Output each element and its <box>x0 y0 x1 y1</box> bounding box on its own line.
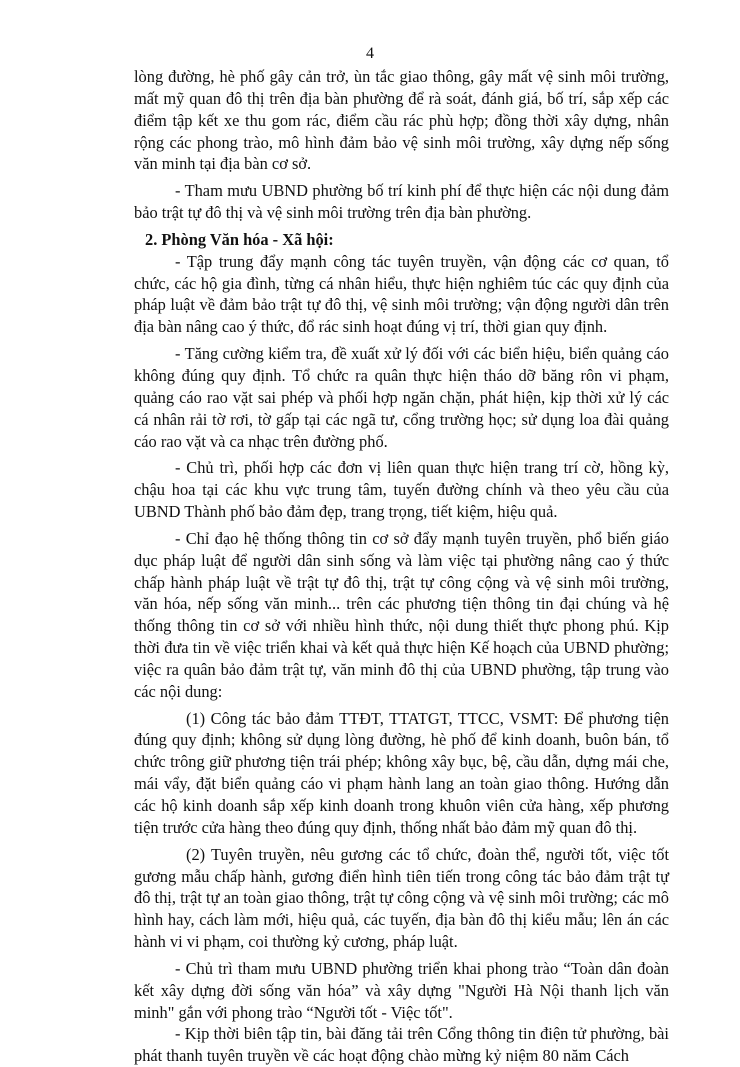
paragraph: (1) Công tác bảo đảm TTĐT, TTATGT, TTCC, VSMT: Để phương tiện đúng quy định; không sử dụng lòng đường, hè phố để kinh doanh, buôn bán, tổ chức trông giữ phương tiện trái phép; không xây bục, bệ, cầu dẫn, dựng mái che, mái vẩy, đặt biển quảng cáo vi phạm hành lang an toàn giao thông. Hướng dẫn các hộ kinh doanh sắp xếp kinh doanh trong khuôn viên cửa hàng, xếp phương tiện trước cửa hàng theo đúng quy định, thống nhất bảo đảm mỹ quan đô thị. <box>134 708 669 837</box>
paragraph: - Chủ trì, phối hợp các đơn vị liên quan thực hiện trang trí cờ, hồng kỳ, chậu hoa tại các khu vực trung tâm, tuyến đường chính và theo yêu cầu của UBND Thành phố bảo đảm đẹp, trang trọng, tiết kiệm, hiệu quả. <box>134 458 669 522</box>
paragraph: - Tăng cường kiểm tra, đề xuất xử lý đối với các biển hiệu, biển quảng cáo không đúng quy định. Tổ chức ra quân thực hiện tháo dỡ băng rôn vi phạm, quảng cáo rao vặt sai phép và phối hợp ngăn chặn, phát hiện, kịp thời xử lý các cá nhân rải tờ rơi, tờ gấp tại các ngã tư, cổng trường học; sử dụng loa đài quảng cáo rao vặt và ca nhạc trên đường phố. <box>134 344 669 451</box>
page-number: 4 <box>366 45 374 62</box>
document-body <box>134 66 669 1067</box>
paragraph: - Chủ trì tham mưu UBND phường triển khai phong trào “Toàn dân đoàn kết xây dựng đời sống văn hóa” và xây dựng "Người Hà Nội thanh lịch văn minh" gắn với phong trào “Người tốt - Việc tốt". <box>134 958 669 1022</box>
paragraph: lòng đường, hè phố gây cản trở, ùn tắc giao thông, gây mất vệ sinh môi trường, mất mỹ quan đô thị trên địa bàn phường để rà soát, đánh giá, bố trí, sắp xếp các điểm tập kết xe thu gom rác, điểm cầu rác phù hợp; đồng thời xây dựng, nhân rộng các phong trào, mô hình đảm bảo vệ sinh môi trường, xây dựng nếp sống văn minh tại địa bàn cơ sở. <box>134 67 669 174</box>
paragraph: - Chỉ đạo hệ thống thông tin cơ sở đẩy mạnh tuyên truyền, phổ biến giáo dục pháp luật để người dân sinh sống và làm việc tại phường nâng cao ý thức chấp hành pháp luật về trật tự đô thị, trật tự công cộng và vệ sinh môi trường, văn hóa, nếp sống văn minh... trên các phương tiện thông tin đại chúng và hệ thống thông tin cơ sở với nhiều hình thức, nội dung thiết thực phong phú. Kịp thời đưa tin về việc triển khai và kết quả thực hiện Kế hoạch của UBND phường; việc ra quân bảo đảm trật tự, văn minh đô thị của UBND phường, tập trung vào các nội dung: <box>134 528 669 701</box>
paragraph: - Tập trung đẩy mạnh công tác tuyên truyền, vận động các cơ quan, tổ chức, các hộ gia đình, từng cá nhân hiểu, thực hiện nghiêm túc các quy định của pháp luật về đảm bảo trật tự đô thị, vệ sinh môi trường; vận động người dân trên địa bàn nâng cao ý thức, đổ rác sinh hoạt đúng vị trí, thời gian quy định. <box>134 251 669 337</box>
paragraph: - Kịp thời biên tập tin, bài đăng tải trên Cổng thông tin điện tử phường, bài phát thanh tuyên truyền về các hoạt động chào mừng kỷ niệm 80 năm Cách <box>134 1024 669 1066</box>
paragraph: (2) Tuyên truyền, nêu gương các tổ chức, đoàn thể, người tốt, việc tốt gương mẫu chấp hành, gương điển hình tiên tiến trong công tác bảo đảm trật tự đô thị, trật tự an toàn giao thông, trật tự công cộng và vệ sinh môi trường; các mô hình hay, cách làm mới, hiệu quả, các tuyến, địa bàn đô thị kiểu mẫu; lên án các hành vi vi phạm, coi thường kỷ cương, pháp luật. <box>134 844 669 952</box>
section-heading: 2. Phòng Văn hóa - Xã hội: <box>145 229 334 249</box>
paragraph: - Tham mưu UBND phường bố trí kinh phí để thực hiện các nội dung đảm bảo trật tự đô thị và vệ sinh môi trường trên địa bàn phường. <box>134 181 669 223</box>
